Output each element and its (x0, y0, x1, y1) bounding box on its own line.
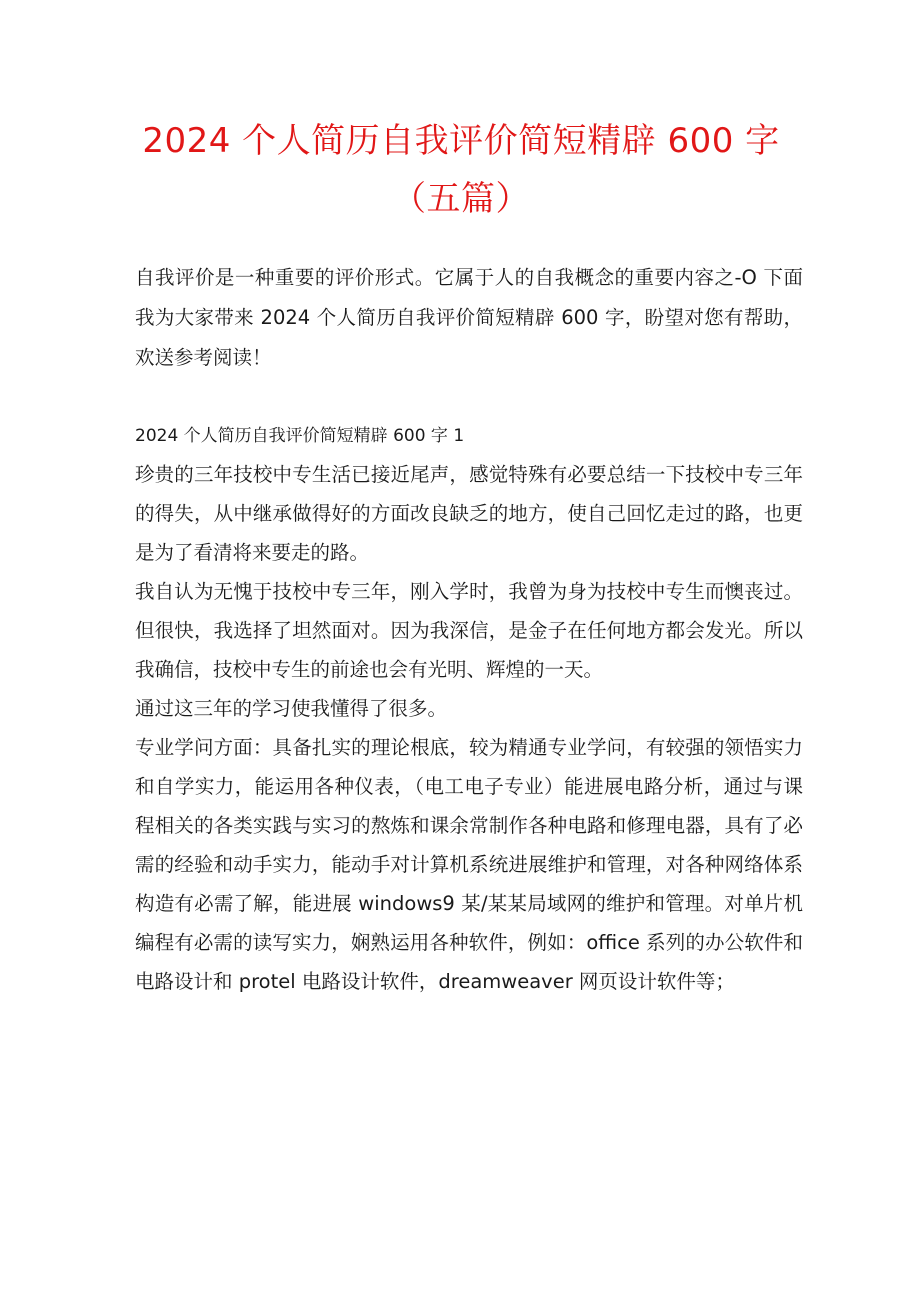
document-body (135, 258, 803, 1001)
intro-paragraph: 自我评价是一种重要的评价形式。它属于人的自我概念的重要内容之-O 下面我为大家带来 2024 个人简历自我评价简短精辟 600 字，盼望对您有帮助，欢送参考阅读！ (135, 266, 803, 369)
body-paragraph-2: 我自认为无愧于技校中专三年，刚入学时，我曾为身为技校中专生而懊丧过。但很快，我选择了坦然面对。因为我深信，是金子在任何地方都会发光。所以我确信，技校中专生的前途也会有光明、辉煌的一天。 (135, 580, 803, 681)
body-paragraph-1: 珍贵的三年技校中专生活已接近尾声，感觉特殊有必要总结一下技校中专三年的得失，从中继承做得好的方面改良缺乏的地方，使自己回忆走过的路，也更是为了看清将来要走的路。 (135, 463, 803, 564)
body-paragraph-3: 通过这三年的学习使我懂得了很多。 (135, 697, 448, 720)
section-heading: 2024 个人简历自我评价简短精辟 600 字 1 (135, 426, 465, 446)
document-title: 2024 个人简历自我评价简短精辟 600 字（五篇） (142, 121, 780, 219)
body-paragraph-4: 专业学问方面：具备扎实的理论根底，较为精通专业学问，有较强的领悟实力和自学实力，能运用各种仪表，（电工电子专业）能进展电路分析，通过与课程相关的各类实践与实习的熬炼和课余常制作各种电路和修理电器，具有了必需的经验和动手实力，能动手对计算机系统进展维护和管理，对各种网络体系构造有必需了解，能进展 windows9 某/某某局域网的维护和管理。对单片机编程有必需的读写实力，娴熟运用各种软件，例如：office 系列的办公软件和电路设计和 protel 电路设计软件，dreamweaver 网页设计软件等； (135, 736, 803, 993)
